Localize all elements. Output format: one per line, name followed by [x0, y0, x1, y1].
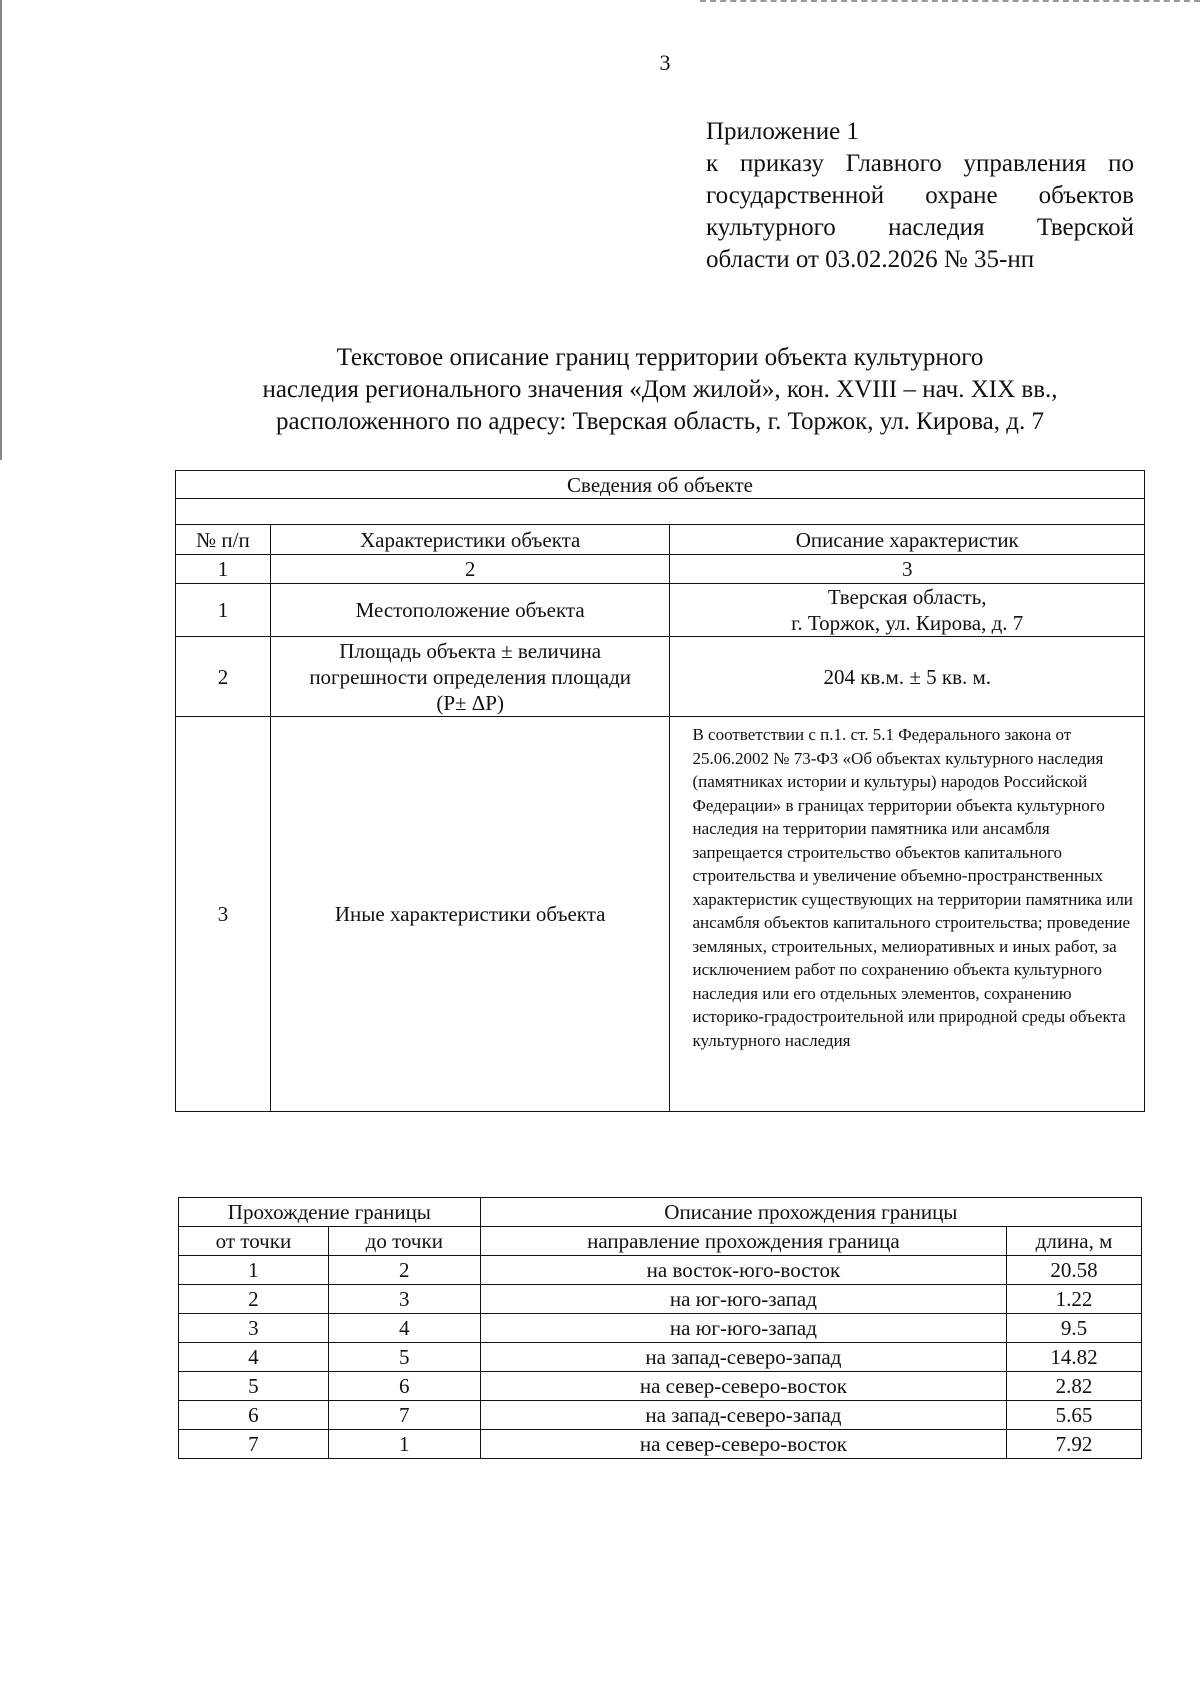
- header-number: № п/п: [176, 525, 271, 555]
- table-row: [179, 1343, 1142, 1372]
- appendix-line: области от 03.02.2026 № 35-нп: [706, 246, 1035, 273]
- column-number: 1: [176, 555, 271, 584]
- row-number: 1: [176, 584, 271, 637]
- characteristic-line: погрешности определения площади: [309, 664, 632, 689]
- column-number: 2: [270, 555, 670, 584]
- to-point: 4: [328, 1314, 480, 1343]
- title-line: расположенного по адресу: Тверская область, г. Торжок, ул. Кирова, д. 7: [276, 408, 1044, 435]
- direction: на восток-юго-восток: [480, 1256, 1006, 1285]
- title-line: наследия регионального значения «Дом жилой», кон. XVIII – нач. XIX вв.,: [262, 376, 1058, 403]
- row-characteristic: Иные характеристики объекта: [270, 717, 670, 1112]
- to-point: 2: [328, 1256, 480, 1285]
- description-line: г. Торжок, ул. Кирова, д. 7: [791, 611, 1024, 635]
- row-characteristic: [270, 637, 670, 717]
- page-number: 3: [659, 50, 671, 75]
- table-row: [179, 1314, 1142, 1343]
- length: 1.22: [1007, 1285, 1142, 1314]
- length: 9.5: [1007, 1314, 1142, 1343]
- to-point: 7: [328, 1401, 480, 1430]
- from-point: 7: [179, 1430, 329, 1459]
- object-info-table: [175, 470, 1145, 1112]
- header-length: длина, м: [1007, 1227, 1142, 1256]
- direction: на север-северо-восток: [480, 1430, 1006, 1459]
- row-number: 3: [176, 717, 271, 1112]
- from-point: 5: [179, 1372, 329, 1401]
- direction: на запад-северо-запад: [480, 1343, 1006, 1372]
- appendix-line: к приказу Главного управления по: [706, 150, 1134, 177]
- appendix-line: государственной охране объектов: [706, 182, 1134, 209]
- table-row: [179, 1285, 1142, 1314]
- table-row: [176, 584, 1145, 637]
- characteristic-line: Площадь объекта ± величина: [339, 638, 602, 663]
- to-point: 6: [328, 1372, 480, 1401]
- title-line: Текстовое описание границ территории объекта культурного: [336, 344, 984, 371]
- scan-top-edge: [700, 0, 1200, 4]
- direction: на юг-юго-запад: [480, 1314, 1006, 1343]
- column-number: 3: [670, 555, 1145, 584]
- row-description: В соответствии с п.1. ст. 5.1 Федерального закона от 25.06.2002 № 73-ФЗ «Об объектах культурного наследия (памятниках истории и культуры) народов Российской Федерации» в границах территории объекта культурного наследия на территории памятника или ансамбля запрещается строительство объектов капитального строительства и увеличение объемно-пространственных характеристик существующих на территории памятника или ансамбля объектов капитального строительства; проведение земляных, строительных, мелиоративных и иных работ, за исключением работ по сохранению объекта культурного наследия или его отдельных элементов, сохранению историко-градостроительной или природной среды объекта культурного наследия: [670, 717, 1145, 1112]
- row-description: [670, 584, 1145, 637]
- to-point: 3: [328, 1285, 480, 1314]
- table-row: [179, 1401, 1142, 1430]
- table-row: [179, 1256, 1142, 1285]
- from-point: 3: [179, 1314, 329, 1343]
- characteristic-line: (P± ΔP): [436, 690, 504, 715]
- direction: на запад-северо-запад: [480, 1401, 1006, 1430]
- table-row: [176, 637, 1145, 717]
- direction: на север-северо-восток: [480, 1372, 1006, 1401]
- row-characteristic: Местоположение объекта: [270, 584, 670, 637]
- direction: на юг-юго-запад: [480, 1285, 1006, 1314]
- info-table-spacer-row: [176, 499, 1145, 525]
- table-row: [176, 717, 1145, 1112]
- from-point: 6: [179, 1401, 329, 1430]
- length: 14.82: [1007, 1343, 1142, 1372]
- to-point: 5: [328, 1343, 480, 1372]
- length: 20.58: [1007, 1256, 1142, 1285]
- header-direction: направление прохождения граница: [480, 1227, 1006, 1256]
- from-point: 2: [179, 1285, 329, 1314]
- length: 2.82: [1007, 1372, 1142, 1401]
- table-row: [179, 1430, 1142, 1459]
- to-point: 1: [328, 1430, 480, 1459]
- from-point: 4: [179, 1343, 329, 1372]
- header-to-point: до точки: [328, 1227, 480, 1256]
- header-boundary-description: Описание прохождения границы: [480, 1198, 1141, 1227]
- appendix-header: [706, 116, 1134, 276]
- row-number: 2: [176, 637, 271, 717]
- header-from-point: от точки: [179, 1227, 329, 1256]
- row-description: 204 кв.м. ± 5 кв. м.: [670, 637, 1145, 717]
- header-boundary-passage: Прохождение границы: [179, 1198, 481, 1227]
- table-row: [179, 1372, 1142, 1401]
- boundary-table: [178, 1197, 1142, 1459]
- length: 7.92: [1007, 1430, 1142, 1459]
- length: 5.65: [1007, 1401, 1142, 1430]
- description-line: Тверская область,: [827, 585, 987, 609]
- header-characteristics: Характеристики объекта: [270, 525, 670, 555]
- appendix-line: Приложение 1: [706, 118, 859, 145]
- from-point: 1: [179, 1256, 329, 1285]
- document-title: [180, 342, 1140, 438]
- header-description: Описание характеристик: [670, 525, 1145, 555]
- appendix-line: культурного наследия Тверской: [706, 214, 1134, 241]
- info-table-caption: Сведения об объекте: [176, 471, 1145, 499]
